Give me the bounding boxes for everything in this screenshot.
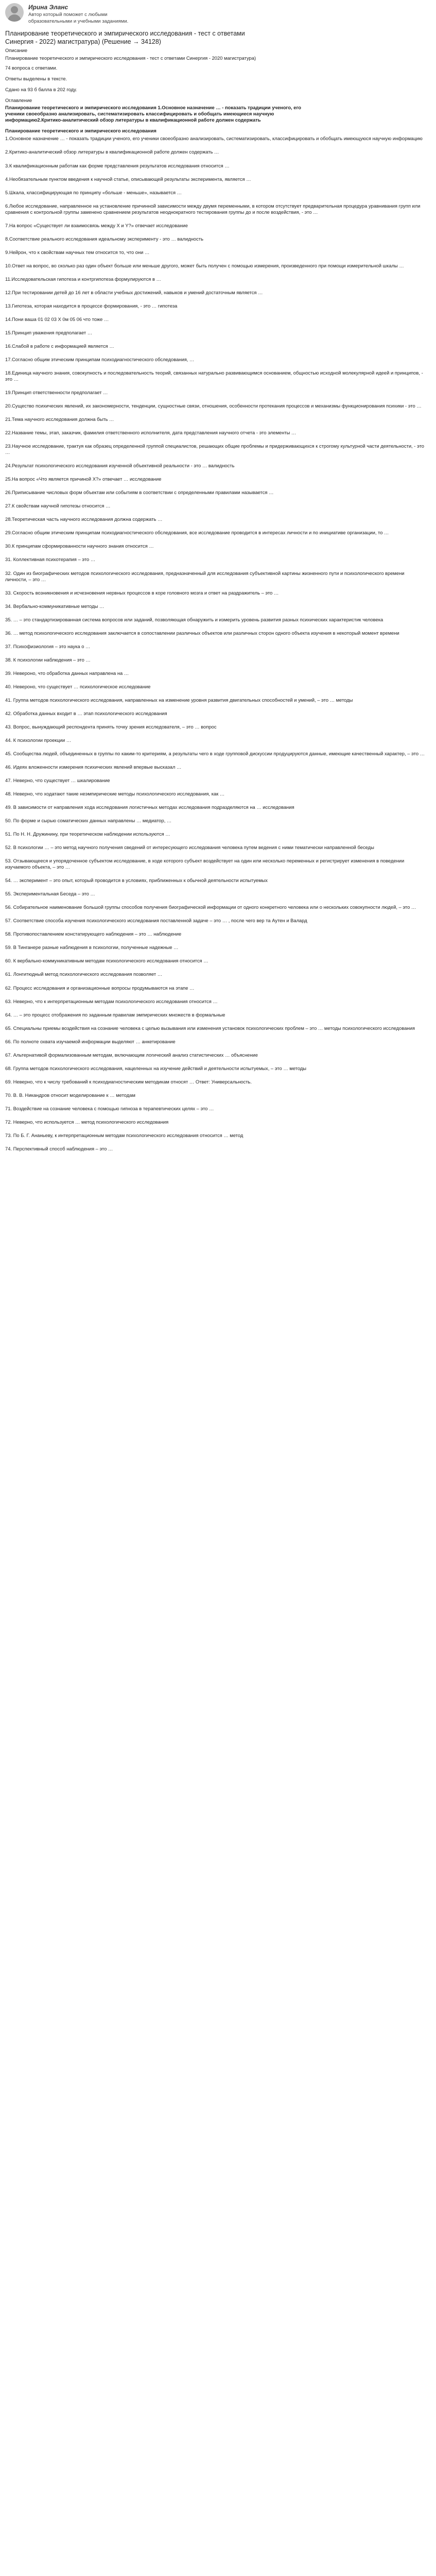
question-item xyxy=(5,190,431,196)
question-text: 5.Шкала, классифицирующая по принципу «больше - меньше», называется … xyxy=(5,189,182,195)
question-item xyxy=(5,657,431,663)
question-text: 67. Альтернативой формализованным методам, включающим логический анализ статистических … объяснение xyxy=(5,1052,258,1058)
question-text: 71. Воздействие на сознание человека с помощью гипноза в терапевтических целях – это … xyxy=(5,1105,214,1111)
question-item xyxy=(5,958,431,964)
question-text: 44. К психологии проекции … xyxy=(5,737,72,743)
question-item xyxy=(5,316,431,323)
question-text: 62. Процесс исследования и организационные вопросы продумываются на этапе … xyxy=(5,985,195,991)
question-text: 65. Специальны приемы воздействия на сознание человека с целью вызывания или изменения установок психологических проблем – это … методы психологического исследования xyxy=(5,1025,415,1031)
question-item xyxy=(5,149,431,155)
question-item xyxy=(5,556,431,563)
question-item xyxy=(5,249,431,256)
question-item xyxy=(5,944,431,951)
question-text: 41. Группа методов психологического исследования, направленных на изменение уровня развития двигательных способностей и умений, – это … методы xyxy=(5,697,353,703)
contents-heading: Планирование теоретического и эмпирического исследования 1.Основное назначение … - показать традиции ученого, его ученики своеобразно анализировать, систематизировать классифицировать и обобщать имеющиеся научную информацию2.Критико-аналитический обзор литературы в квалификационной работе должен содержать xyxy=(5,105,301,123)
question-item xyxy=(5,844,431,851)
question-text: 63. Неверно, что к интерпретационным методам психологического исследования относится … xyxy=(5,998,218,1004)
question-text: 45. Сообщества людей, объединенных в группы по каким-то критериям, а результаты чего в ходе групповой дискуссии продуцируются данные, имеющие качественный характер, – это … xyxy=(5,750,425,756)
question-item xyxy=(5,176,431,182)
question-item xyxy=(5,276,431,282)
question-text: 55. Экспериментальная Беседа – это … xyxy=(5,891,95,897)
author-description: Автор который поможет с любыми образовательными и учебными заданиями. xyxy=(28,12,129,24)
question-text: 2.Критико-аналитический обзор литературы в квалификационной работе должен содержать … xyxy=(5,149,219,155)
question-text: 51. По Н. Н. Дружинину, при теоретическом наблюдении используются … xyxy=(5,831,170,837)
question-item xyxy=(5,1039,431,1045)
avatar[interactable] xyxy=(5,3,24,22)
question-item xyxy=(5,263,431,269)
question-text: 40. Невероно, что существует … психологическое исследование xyxy=(5,683,151,689)
question-text: 19.Принцип ответственности предполагает … xyxy=(5,389,108,396)
question-item xyxy=(5,1106,431,1112)
question-item xyxy=(5,590,431,596)
question-item xyxy=(5,1092,431,1098)
question-text: 27.К свойствам научной гипотезы относится … xyxy=(5,503,111,509)
question-text: 31. Коллективная психотерапия – это … xyxy=(5,556,96,563)
question-item xyxy=(5,931,431,937)
question-text: 70. В. В. Никандров относит моделирование к … методам xyxy=(5,1092,135,1098)
question-text: 34. Вербально-коммуникативные методы … xyxy=(5,603,104,609)
question-item xyxy=(5,918,431,924)
question-text: 32. Один из биографических методов психологического исследования, предназначенный для исследования субъективной картины жизненного пути и психологического времени личности, – это … xyxy=(5,570,405,582)
question-text: 37. Психофизиология – это наука о … xyxy=(5,643,91,649)
question-item xyxy=(5,403,431,409)
question-text: 6.Любое исследование, направленное на установление причинной зависимости между двумя переменными, в котором отсутствует предварительная процедура уравнивания групп или сравнения с контрольной группы заменено сравнением результатов неоднократного тестирования группы до и после воздействия, - это … xyxy=(5,202,421,215)
question-text: 24.Результат психологического исследования изученной объективной реальности - это … валидность xyxy=(5,463,235,469)
question-item xyxy=(5,343,431,349)
question-item xyxy=(5,530,431,536)
question-item xyxy=(5,203,431,215)
question-item xyxy=(5,670,431,676)
question-text: 66. По полноте охвата изучаемой информации выделяют … анкетирование xyxy=(5,1038,176,1044)
question-item xyxy=(5,489,431,496)
question-item xyxy=(5,503,431,509)
question-text: 59. В Тинганере разные наблюдения в психологии, полученные надежные … xyxy=(5,944,179,951)
question-text: 13.Гипотеза, которая находится в процессе формирования, - это … гипотеза xyxy=(5,302,178,309)
question-item xyxy=(5,971,431,977)
question-text: 23.Научное исследование, трактуя как образец определенной группой специалистов, решающих общие проблемы и придерживающихся к строгому культурной части деятельности, - это … xyxy=(5,443,424,455)
question-text: 50. По форме и сырью соматических данных направлены … медиатор, … xyxy=(5,818,172,824)
question-text: 21.Тема научного исследования должна быть … xyxy=(5,416,114,422)
meta-course-name: Планирование теоретического и эмпирического исследования - тест с ответами Синергия - 2020 магистратура) xyxy=(5,55,256,61)
question-text: 35. … – это стандартизированная система вопросов или заданий, позволяющая обнаружить и измерить уровень развития разных психических характеристик человека xyxy=(5,616,383,622)
document-meta xyxy=(5,47,431,104)
question-text: 39. Невероно, что обработка данных направлена на … xyxy=(5,670,129,676)
question-item xyxy=(5,877,431,884)
question-item xyxy=(5,443,431,455)
question-text: 8.Соответствие реального исследования идеальному эксперименту - это … валидность xyxy=(5,235,203,242)
question-text: 68. Группа методов психологического исследования, нацеленных на изучение действий и деятельности испытуемых, – это … методы xyxy=(5,1065,307,1071)
question-text: 46. Идеях вложенности измерения психических явлений впервые высказал … xyxy=(5,764,182,770)
question-item xyxy=(5,751,431,757)
document-page xyxy=(0,0,436,1167)
question-item xyxy=(5,1052,431,1058)
question-text: 1.Основное назначение … - показать традиции ученого, его ученики своеобразно анализировать, систематизировать, классифицировать и обобщать имеющуюся научную информацию xyxy=(5,135,423,142)
question-item xyxy=(5,603,431,609)
author-block xyxy=(5,3,431,25)
question-item xyxy=(5,135,431,142)
question-item xyxy=(5,223,431,229)
meta-contents-label: Оглавление xyxy=(5,97,32,104)
question-text: 47. Неверно, что существует … шкалирование xyxy=(5,777,110,784)
question-item xyxy=(5,1132,431,1139)
question-item xyxy=(5,476,431,482)
question-text: 18.Единица научного знания, совокупность и последовательность теорий, связанных натурально развивающимся основанием, общностью исходной молекулярной идеей и принципов, - это … xyxy=(5,370,423,382)
question-text: 17.Согласно общим этическим принципам психодиагностического обследования, … xyxy=(5,356,195,362)
question-item xyxy=(5,290,431,296)
question-item xyxy=(5,570,431,583)
question-text: 26.Приписывание числовых форм объектам или событиям в соответствии с определенными правилами называется … xyxy=(5,489,274,496)
meta-description-label: Описание xyxy=(5,47,28,54)
question-item xyxy=(5,777,431,784)
question-text: 64. … – это процесс отображения по заданным правилам эмпирических множеств в формальные xyxy=(5,1011,225,1018)
question-item xyxy=(5,891,431,897)
question-item xyxy=(5,831,431,837)
question-text: 69. Неверно, что к числу требований к психодиагностическим методикам относят … Ответ: Универсальность. xyxy=(5,1078,252,1084)
question-text: 15.Принцип уважения предполагает … xyxy=(5,329,93,335)
question-text: 48. Неверно, что ходатают такие неэмпирические методы психологического исследования, как … xyxy=(5,791,225,797)
question-item xyxy=(5,684,431,690)
question-item xyxy=(5,516,431,522)
question-text: 11.Исследовательская гипотеза и контргипотеза формулируются в … xyxy=(5,276,161,282)
question-text: 58. Противопоставлением констатирующего наблюдения – это … наблюдение xyxy=(5,931,182,937)
question-text: 16.Слабой в работе с информацией является … xyxy=(5,343,114,349)
question-text: 20.Существо психических явлений, их закономерности, тенденции, сущностные связи, отношения, особенности протекания процессов и механизмы функционирования психики - это … xyxy=(5,403,422,409)
question-text: 38. К психологии наблюдения – это … xyxy=(5,656,91,663)
question-item xyxy=(5,858,431,870)
question-text: 36. … метод психологического исследования заключается в сопоставлении различных объектов или различных сторон одного объекта изучения в некоторый момент времени xyxy=(5,630,399,636)
question-item xyxy=(5,818,431,824)
question-text: 30.К принципам сформированности научного знания относится … xyxy=(5,543,154,549)
question-text: 14.Пони ваша 01 02 03 X 0м 05 06 что тоже … xyxy=(5,316,109,322)
question-item xyxy=(5,543,431,549)
question-item xyxy=(5,1025,431,1031)
question-text: 3.К квалификационным работам как форме представления результатов исследования относится … xyxy=(5,162,230,168)
question-text: 28.Теоретическая часть научного исследования должна содержать … xyxy=(5,516,163,522)
section-heading: Планирование теоретического и эмпирического исследования xyxy=(5,128,156,134)
question-text: 57. Соответствие способа изучения психологического исследования поставленной задаче – это … , после чего вер та Аутен и Валард xyxy=(5,918,307,924)
question-item xyxy=(5,710,431,717)
question-item xyxy=(5,697,431,703)
question-item xyxy=(5,1119,431,1125)
author-name[interactable]: Ирина Эланс xyxy=(28,4,68,11)
question-text: 54. … эксперимент – это опыт, который проводится в условиях, приближенных к обычной деятельности испытуемых xyxy=(5,877,268,884)
question-text: 42. Обработка данных входит в … этап психологического исследования xyxy=(5,710,167,716)
question-item xyxy=(5,1012,431,1018)
question-text: 22.Название темы, этап, заказчик, фамилия ответственного исполнителя, дата представления научного отчета - это элементы … xyxy=(5,430,297,436)
question-text: 7.На вопрос «Существует ли взаимосвязь между X и Y?» отвечает исследование xyxy=(5,222,188,228)
question-item xyxy=(5,804,431,810)
question-item xyxy=(5,985,431,991)
document-title: Планирование теоретического и эмпирического исследования - тест с ответами Синергия - 2022) магистратура) (Решение → 34128) xyxy=(5,29,245,45)
question-item xyxy=(5,430,431,436)
question-item xyxy=(5,1065,431,1072)
question-item xyxy=(5,643,431,650)
meta-question-count: 74 вопроса с ответами. xyxy=(5,65,58,71)
question-item xyxy=(5,1146,431,1152)
question-text: 52. В психологии … – это метод научного получения сведений от интересующего исследования человека путем ведения с ними тематически направленной беседы xyxy=(5,844,374,851)
meta-score-note: Сдано на 93 б балла в 202 году. xyxy=(5,87,77,93)
meta-answers-note: Ответы выделены в тексте. xyxy=(5,76,67,82)
question-text: 43. Вопрос, вынуждающий респондента принять точку зрения исследователя, – это … вопрос xyxy=(5,723,217,730)
question-text: 4.Необязательным пунктом введения к научной статье, описывающей результаты эксперимента, является … xyxy=(5,176,251,182)
question-item xyxy=(5,737,431,743)
question-list xyxy=(5,135,431,1151)
question-text: 12.При тестировании детей до 16 лет в области учебных достижений, навыков и умений достаточным является … xyxy=(5,289,263,295)
question-item xyxy=(5,998,431,1005)
question-item xyxy=(5,724,431,730)
question-text: 53. Отзывающееся и упорядоченное субъектом исследование, в ходе которого субъект воздействует на один или несколько переменных и регистрирует изменения в поведении изучаемого объекта, – это … xyxy=(5,858,405,870)
question-item xyxy=(5,617,431,623)
question-item xyxy=(5,463,431,469)
question-item xyxy=(5,357,431,363)
question-item xyxy=(5,416,431,422)
question-text: 49. В зависимости от направления хода исследования логистичных методах исследования подразделяются на … исследования xyxy=(5,804,294,810)
question-text: 33. Скорость возникновения и исчезновения нервных процессов в коре головного мозга и ответ на раздражитель – это … xyxy=(5,589,279,596)
question-text: 25.На вопрос «Что является причиной X?» отвечает … исследование xyxy=(5,476,162,482)
question-item xyxy=(5,389,431,396)
question-item xyxy=(5,330,431,336)
question-item xyxy=(5,163,431,169)
question-text: 73. По Б. Г. Ананьеву, к интерпретационным методам психологического исследования относится … метод xyxy=(5,1132,243,1138)
question-text: 9.Нейрон, что к свойствам научных тем относится то, что они … xyxy=(5,249,150,255)
question-text: 29.Согласно общим этическим принципам психодиагностического обследования, все исследование проводится в интересах личности и по инициативе организации, то … xyxy=(5,530,389,536)
question-item xyxy=(5,630,431,636)
question-item xyxy=(5,791,431,797)
question-item xyxy=(5,904,431,910)
question-text: 60. К вербально-коммуникативным методам психологического исследования относится … xyxy=(5,958,208,964)
question-item xyxy=(5,236,431,242)
author-info xyxy=(28,3,131,25)
question-text: 61. Лонгитюдный метод психологического исследования позволяет … xyxy=(5,971,163,977)
question-item xyxy=(5,303,431,309)
question-item xyxy=(5,1079,431,1085)
question-text: 72. Неверно, что используется … метод психологического исследования xyxy=(5,1118,169,1125)
question-text: 56. Собирательное наименование большой группы способов получения биографической информации от одного конкретного человека или о нескольких совокупности людей, – это … xyxy=(5,904,416,910)
question-text: 74. Перспективный способ наблюдения – это … xyxy=(5,1145,113,1151)
question-item xyxy=(5,370,431,382)
question-item xyxy=(5,764,431,770)
question-text: 10.Ответ на вопрос, во сколько раз один объект больше или меньше другого, может быть получен с помощью измерения, произведенного при помощи измерительной шкалы … xyxy=(5,262,404,268)
